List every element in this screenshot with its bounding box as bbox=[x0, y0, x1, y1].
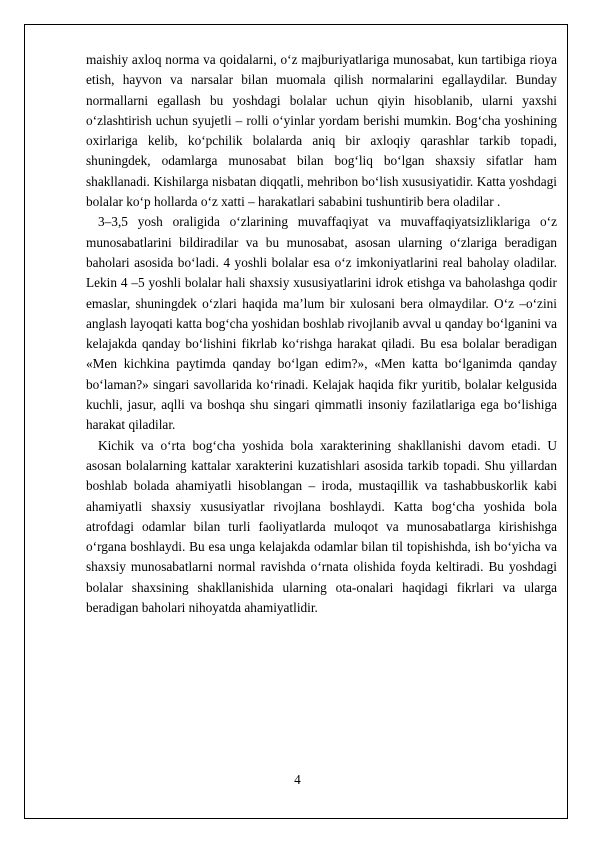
paragraph-character-formation: Kichik va o‘rta bog‘cha yoshida bola xarakterining shakllanishi davom etadi. U asosan bolalarning kattalar xarakterini kuzatishlari asosida tarkib topadi. Shu yillardan boshlab bolada ahamiyatli hisoblangan – iroda, mustaqillik va tashabbuskorlik kabi ahamiyatli shaxsiy xususiyatlar rivojlana boshlaydi. Katta bog‘cha yoshida bola atrofdagi odamlar bilan turli faoliyatlarda muloqot va munosabatlarga kirishishga o‘rgana boshlaydi. Bu esa unga kelajakda odamlar bilan til topishishda, ish bo‘yicha va shaxsiy munosabatlarni normal ravishda o‘rnata olishida foyda keltiradi. Bu yoshdagi bolalar shaxsining shakllanishida ularning ota-onalari haqidagi fikrlari va ularga beradigan baholari nihoyatda ahamiyatlidir. bbox=[86, 437, 557, 616]
paragraph-continuation: maishiy axloq norma va qoidalarni, o‘z majburiyatlariga munosabat, kun tartibiga rioya etish, hayvon va narsalar bilan muomala qilish normalarini egallaydilar. Bunday normallarni egallash bu yoshdagi bolalar uchun qiyin hisoblanib, ularni yaxshi o‘zlashtirish uchun syujetli – rolli o‘yinlar yordam berishi mumkin. Bog‘cha yoshining oxirlariga kelib, ko‘pchilik bolalarda aniq bir axloqiy qarashlar tarkib topadi, shuningdek, odamlarga munosabat bilan bog‘liq bo‘lgan shaxsiy sifatlar ham shakllanadi. Kishilarga nisbatan diqqatli, mehribon bo‘lish xususiyatidir. Katta yoshdagi bolalar ko‘p hollarda o‘z xatti – harakatlari sababini tushuntirib bera oladilar . bbox=[86, 52, 557, 210]
paragraph-self-assessment: 3–3,5 yosh oraligida o‘zlarining muvaffaqiyat va muvaffaqiyatsizliklariga o‘z munosabatlarini bildiradilar va bu munosabat, asosan ularning o‘zlariga beradigan baholari asosida bo‘ladi. 4 yoshli bolalar esa o‘z imkoniyatlarini real baholay oladilar. Lekin 4 –5 yoshli bolalar hali shaxsiy xususiyatlarini idrok etishga va baholashga qodir emaslar, shuningdek o‘zlari haqida ma’lum bir xulosani bera olmaydilar. O‘z –o‘zini anglash layoqati katta bog‘cha yoshidan boshlab rivojlanib avval u qanday bo‘lganini va kelajakda qanday bo‘lishini fikrlab ko‘rishga harakat qiladi. Bu esa bolalar beradigan «Men kichkina paytimda qanday bo‘lgan edim?», «Men katta bo‘lganimda qanday bo‘laman?» singari savollarida ko‘rinadi. Kelajak haqida fikr yuritib, bolalar kelgusida kuchli, jasur, aqlli va boshqa shu singari qimmatli insoniy fazilatlariga ega bo‘lishiga harakat qiladilar. bbox=[86, 214, 557, 433]
body-text bbox=[86, 50, 557, 618]
page-number: 4 bbox=[294, 772, 301, 787]
